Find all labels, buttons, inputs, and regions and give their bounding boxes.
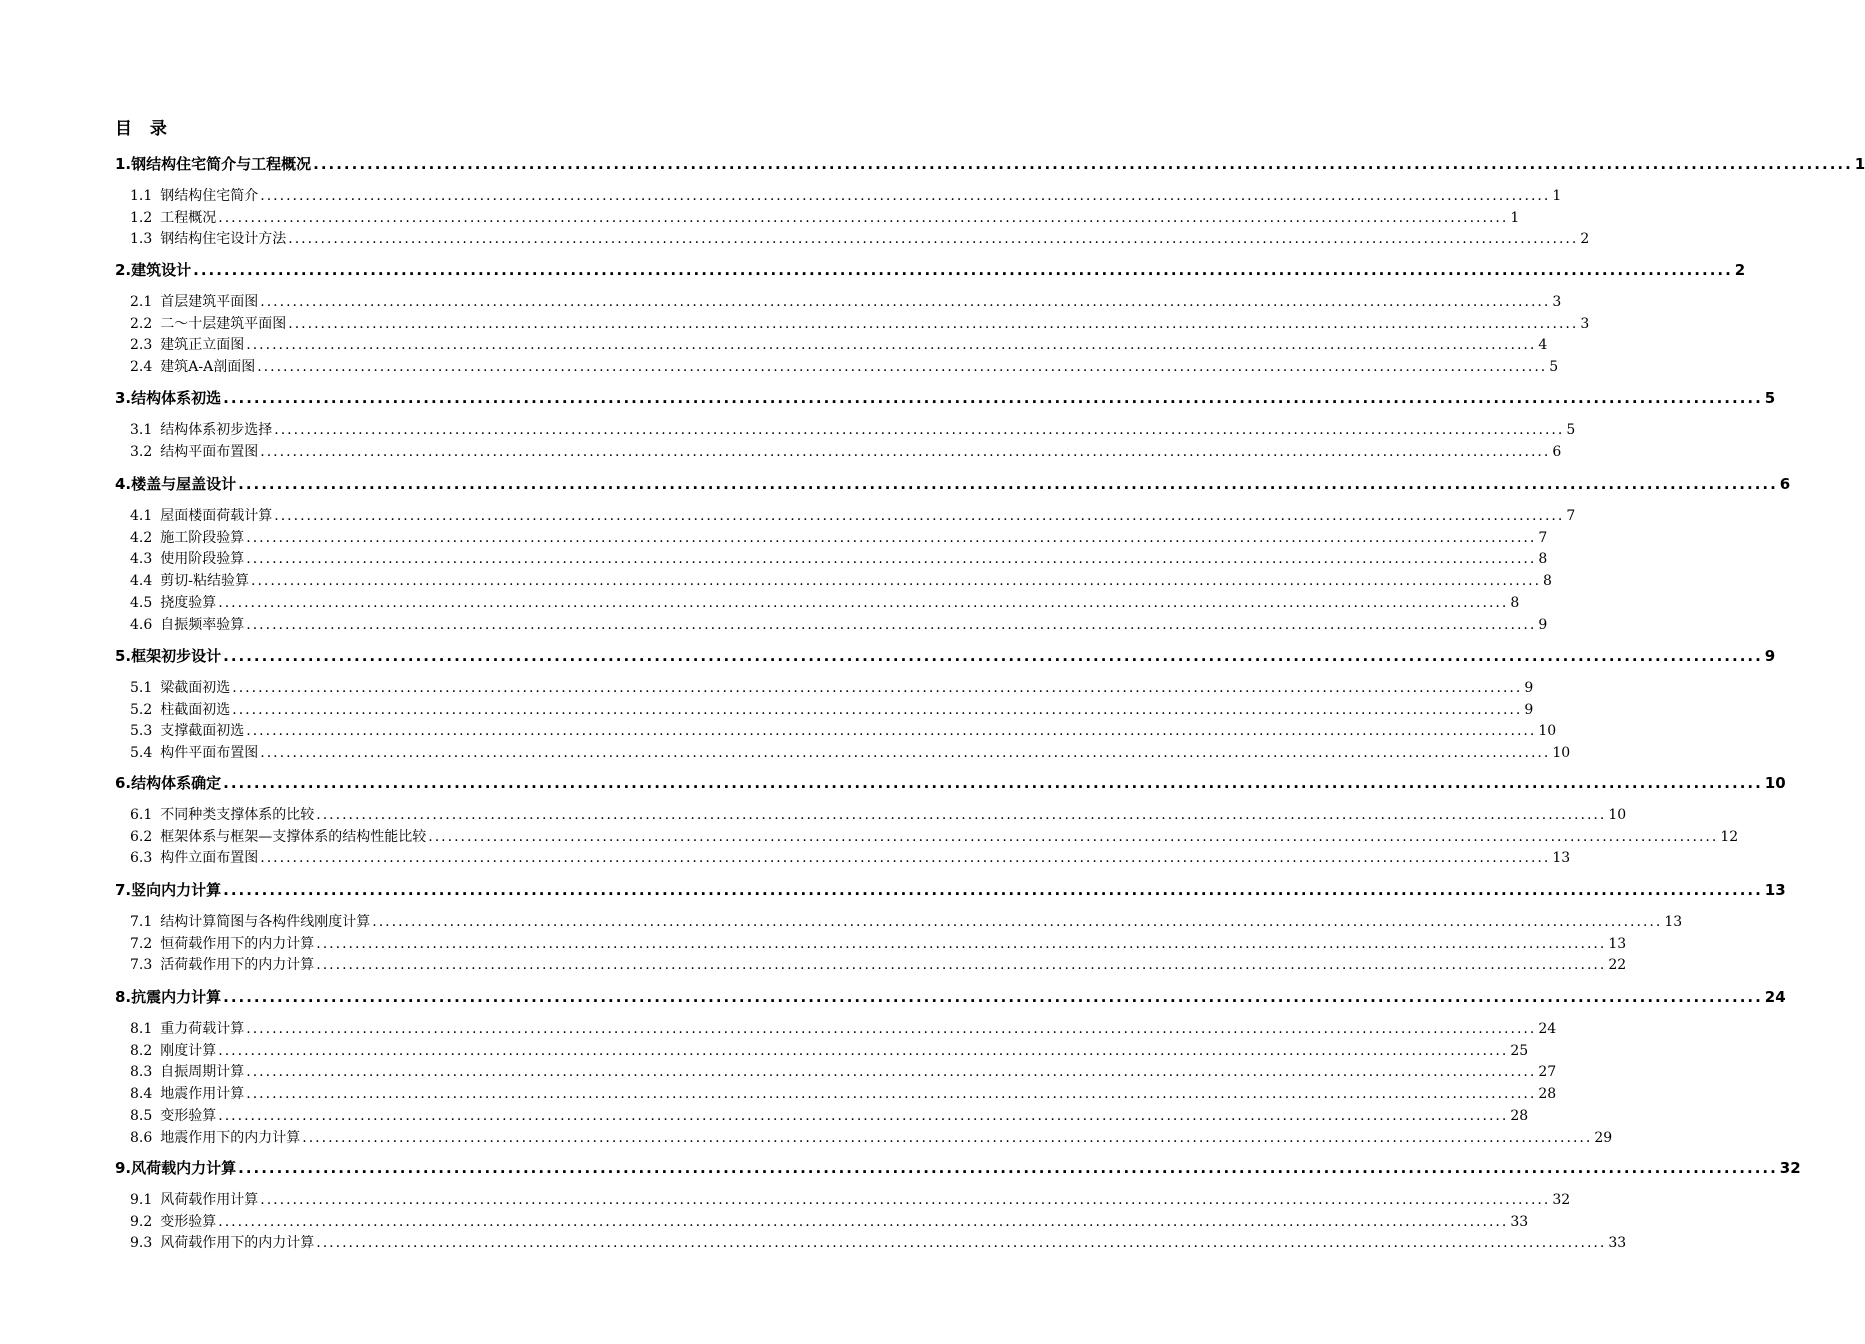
toc-page-number: 13: [1552, 850, 1571, 867]
toc-section-number: 8.2: [130, 1042, 153, 1059]
toc-section-title: 自振频率验算: [160, 616, 245, 633]
toc-section-number: 1.1: [130, 188, 153, 204]
toc-title: 目 录: [115, 119, 169, 139]
toc-section-entry[interactable]: [130, 548, 1548, 568]
toc-section-entry[interactable]: [130, 677, 1534, 697]
toc-chapter-title: 3.结构体系初选: [115, 389, 222, 407]
toc-leader-dots: ........................................................................................................................................................................................................: [232, 701, 1523, 718]
toc-chapter-title: 1.钢结构住宅简介与工程概况: [115, 155, 312, 173]
toc-chapter-entry[interactable]: [115, 259, 1746, 280]
toc-section-title: 构件平面布置图: [160, 745, 259, 762]
toc-leader-dots: ........................................................................................................................................................................................................: [246, 1086, 1537, 1103]
toc-section-title: 施工阶段验算: [160, 529, 245, 546]
toc-section-number: 4.1: [130, 508, 153, 524]
toc-page-number: 2: [1734, 261, 1746, 279]
toc-page-number: 8: [1510, 594, 1520, 611]
toc-leader-dots: ........................................................................................................................................................................................................: [246, 551, 1537, 568]
toc-section-entry[interactable]: [130, 826, 1739, 846]
toc-leader-dots: ........................................................................................................................................................................................................: [218, 1107, 1509, 1124]
toc-leader-dots: ........................................................................................................................................................................................................: [316, 957, 1607, 974]
toc-leader-dots: ........................................................................................................................................................................................................: [238, 475, 1778, 493]
toc-section-title: 结构计算简图与各构件线刚度计算: [160, 914, 371, 930]
toc-leader-dots: ........................................................................................................................................................................................................: [316, 935, 1607, 952]
toc-leader-dots: ........................................................................................................................................................................................................: [238, 1159, 1778, 1177]
toc-page-number: 1: [1552, 188, 1562, 204]
toc-section-number: 7.2: [130, 935, 153, 952]
toc-section-title: 风荷载作用下的内力计算: [160, 1235, 315, 1252]
toc-page-number: 3: [1552, 294, 1562, 310]
toc-section-entry[interactable]: [130, 334, 1548, 354]
toc-section-number: 2.3: [130, 337, 153, 354]
toc-section-title: 屋面楼面荷载计算: [160, 508, 273, 524]
toc-section-number: 2.2: [130, 315, 153, 332]
toc-leader-dots: ........................................................................................................................................................................................................: [260, 745, 1551, 762]
toc-leader-dots: ........................................................................................................................................................................................................: [260, 188, 1551, 204]
toc-section-title: 构件立面布置图: [160, 850, 259, 867]
toc-page-number: 1: [1854, 155, 1865, 173]
toc-section-entry[interactable]: [130, 1040, 1529, 1060]
toc-section-number: 8.5: [130, 1107, 153, 1124]
toc-page-number: 33: [1608, 1235, 1627, 1252]
toc-section-number: 3.1: [130, 422, 153, 438]
toc-leader-dots: ........................................................................................................................................................................................................: [316, 1235, 1607, 1252]
toc-leader-dots: ........................................................................................................................................................................................................: [218, 594, 1509, 611]
toc-chapter-entry[interactable]: [115, 772, 1786, 793]
toc-leader-dots: ........................................................................................................................................................................................................: [260, 1192, 1551, 1208]
toc-section-title: 建筑正立面图: [160, 337, 245, 354]
toc-section-entry[interactable]: [130, 614, 1548, 634]
toc-chapter-title: 9.风荷载内力计算: [115, 1159, 237, 1177]
toc-section-number: 9.1: [130, 1192, 153, 1208]
toc-page-number: 33: [1510, 1213, 1529, 1230]
toc-leader-dots: ........................................................................................................................................................................................................: [288, 231, 1579, 248]
toc-leader-dots: ........................................................................................................................................................................................................: [232, 680, 1523, 696]
toc-page-number: 2: [1580, 231, 1590, 248]
toc-page-number: 10: [1538, 723, 1557, 740]
toc-section-title: 建筑A-A剖面图: [160, 359, 256, 376]
toc-section-title: 剪切-粘结验算: [160, 573, 249, 590]
toc-section-title: 地震作用下的内力计算: [160, 1129, 301, 1146]
toc-chapter-title: 5.框架初步设计: [115, 647, 222, 665]
toc-page-number: 32: [1552, 1192, 1571, 1208]
toc-page-number: 6: [1552, 443, 1562, 460]
toc-section-entry[interactable]: [130, 419, 1576, 439]
toc-leader-dots: ........................................................................................................................................................................................................: [260, 443, 1551, 460]
toc-section-number: 4.6: [130, 616, 153, 633]
toc-section-number: 6.3: [130, 850, 153, 867]
toc-leader-dots: ........................................................................................................................................................................................................: [257, 359, 1548, 376]
toc-page-number: 24: [1764, 988, 1786, 1006]
toc-leader-dots: ........................................................................................................................................................................................................: [246, 616, 1537, 633]
toc-section-number: 8.6: [130, 1129, 153, 1146]
toc-section-entry[interactable]: [130, 185, 1562, 205]
toc-section-number: 5.3: [130, 723, 153, 740]
toc-section-entry[interactable]: [130, 313, 1590, 333]
toc-section-entry[interactable]: [130, 911, 1683, 931]
toc-section-title: 框架体系与框架—支撑体系的结构性能比较: [160, 828, 427, 845]
toc-leader-dots: ........................................................................................................................................................................................................: [260, 850, 1551, 867]
toc-leader-dots: ........................................................................................................................................................................................................: [313, 155, 1853, 173]
toc-section-entry[interactable]: [130, 356, 1559, 376]
toc-page-number: 5: [1566, 422, 1576, 438]
toc-section-number: 6.2: [130, 828, 153, 845]
toc-leader-dots: ........................................................................................................................................................................................................: [223, 774, 1763, 792]
toc-section-title: 梁截面初选: [160, 680, 231, 696]
toc-page-number: 24: [1538, 1021, 1557, 1037]
toc-page-number: 4: [1538, 337, 1548, 354]
toc-section-title: 工程概况: [160, 209, 217, 226]
toc-section-title: 活荷载作用下的内力计算: [160, 957, 315, 974]
toc-section-number: 5.1: [130, 680, 153, 696]
toc-page-number: 10: [1552, 745, 1571, 762]
toc-chapter-title: 2.建筑设计: [115, 261, 192, 279]
toc-section-title: 结构平面布置图: [160, 443, 259, 460]
toc-section-number: 7.1: [130, 914, 153, 930]
toc-section-number: 8.4: [130, 1086, 153, 1103]
toc-section-entry[interactable]: [130, 804, 1627, 824]
toc-leader-dots: ........................................................................................................................................................................................................: [218, 1213, 1509, 1230]
toc-section-entry[interactable]: [130, 570, 1552, 590]
toc-page-number: 7: [1538, 529, 1548, 546]
toc-section-number: 6.1: [130, 807, 153, 823]
toc-section-entry[interactable]: [130, 699, 1534, 719]
toc-page-number: 13: [1764, 881, 1786, 899]
toc-section-title: 恒荷载作用下的内力计算: [160, 935, 315, 952]
toc-page-number: 22: [1608, 957, 1627, 974]
toc-section-number: 4.5: [130, 594, 153, 611]
toc-leader-dots: ........................................................................................................................................................................................................: [372, 914, 1663, 930]
toc-section-entry[interactable]: [130, 505, 1576, 525]
toc-section-title: 变形验算: [160, 1213, 217, 1230]
toc-section-title: 首层建筑平面图: [160, 294, 259, 310]
toc-section-title: 刚度计算: [160, 1042, 217, 1059]
toc-page-number: 9: [1538, 616, 1548, 633]
toc-page-number: 9: [1764, 647, 1776, 665]
toc-leader-dots: ........................................................................................................................................................................................................: [223, 647, 1763, 665]
toc-chapter-entry[interactable]: [115, 1157, 1801, 1178]
toc-section-number: 5.2: [130, 701, 153, 718]
toc-page-number: 25: [1510, 1042, 1529, 1059]
toc-leader-dots: ........................................................................................................................................................................................................: [246, 337, 1537, 354]
toc-leader-dots: ........................................................................................................................................................................................................: [246, 723, 1537, 740]
toc-page-number: 5: [1549, 359, 1559, 376]
toc-section-entry[interactable]: [130, 228, 1590, 248]
toc-section-number: 5.4: [130, 745, 153, 762]
toc-page-number: 9: [1524, 680, 1534, 696]
toc-leader-dots: ........................................................................................................................................................................................................: [223, 389, 1763, 407]
toc-page-number: 13: [1608, 935, 1627, 952]
toc-chapter-entry[interactable]: [115, 645, 1776, 666]
toc-chapter-title: 4.楼盖与屋盖设计: [115, 475, 237, 493]
toc-section-entry[interactable]: [130, 1232, 1627, 1252]
toc-chapter-entry[interactable]: [115, 879, 1786, 900]
toc-section-entry[interactable]: [130, 1211, 1529, 1231]
toc-page-number: 13: [1664, 914, 1683, 930]
toc-section-entry[interactable]: [130, 1127, 1613, 1147]
toc-section-title: 地震作用计算: [160, 1086, 245, 1103]
toc-leader-dots: ........................................................................................................................................................................................................: [251, 573, 1542, 590]
toc-section-number: 4.2: [130, 529, 153, 546]
toc-section-title: 结构体系初步选择: [160, 422, 273, 438]
toc-leader-dots: ........................................................................................................................................................................................................: [193, 261, 1733, 279]
toc-section-entry[interactable]: [130, 742, 1571, 762]
toc-section-title: 钢结构住宅简介: [160, 188, 259, 204]
toc-section-entry[interactable]: [130, 291, 1562, 311]
toc-section-number: 4.4: [130, 573, 153, 590]
toc-section-entry[interactable]: [130, 933, 1627, 953]
toc-leader-dots: ........................................................................................................................................................................................................: [260, 294, 1551, 310]
toc-section-entry[interactable]: [130, 207, 1520, 227]
toc-leader-dots: ........................................................................................................................................................................................................: [218, 209, 1509, 226]
toc-section-entry[interactable]: [130, 720, 1557, 740]
toc-section-number: 4.3: [130, 551, 153, 568]
toc-section-title: 使用阶段验算: [160, 551, 245, 568]
toc-chapter-title: 8.抗震内力计算: [115, 988, 222, 1006]
toc-leader-dots: ........................................................................................................................................................................................................: [288, 315, 1579, 332]
toc-page-number: 8: [1543, 573, 1552, 590]
toc-section-entry[interactable]: [130, 527, 1548, 547]
toc-section-entry[interactable]: [130, 441, 1562, 461]
toc-page-number: 27: [1538, 1064, 1557, 1081]
toc-section-number: 9.3: [130, 1235, 153, 1252]
toc-leader-dots: ........................................................................................................................................................................................................: [223, 881, 1763, 899]
toc-section-entry[interactable]: [130, 847, 1571, 867]
toc-section-title: 二～十层建筑平面图: [160, 315, 287, 332]
toc-page-number: 9: [1524, 701, 1534, 718]
toc-chapter-entry[interactable]: [115, 153, 1865, 174]
toc-section-number: 8.3: [130, 1064, 153, 1081]
toc-section-number: 2.1: [130, 294, 153, 310]
toc-section-number: 8.1: [130, 1021, 153, 1037]
toc-page-number: 32: [1779, 1159, 1801, 1177]
toc-chapter-entry[interactable]: [115, 986, 1786, 1007]
toc-section-title: 自振周期计算: [160, 1064, 245, 1081]
toc-section-number: 1.2: [130, 209, 153, 226]
toc-section-number: 9.2: [130, 1213, 153, 1230]
toc-leader-dots: ........................................................................................................................................................................................................: [302, 1129, 1593, 1146]
toc-leader-dots: ........................................................................................................................................................................................................: [274, 508, 1565, 524]
toc-leader-dots: ........................................................................................................................................................................................................: [246, 1064, 1537, 1081]
toc-page-number: 6: [1779, 475, 1791, 493]
toc-section-title: 钢结构住宅设计方法: [160, 231, 287, 248]
toc-section-title: 风荷载作用计算: [160, 1192, 259, 1208]
toc-leader-dots: ........................................................................................................................................................................................................: [246, 529, 1537, 546]
toc-section-entry[interactable]: [130, 1105, 1529, 1125]
toc-section-title: 不同种类支撑体系的比较: [160, 807, 315, 823]
toc-page-number: 10: [1764, 774, 1786, 792]
toc-leader-dots: ........................................................................................................................................................................................................: [274, 422, 1565, 438]
toc-section-entry[interactable]: [130, 1189, 1571, 1209]
toc-page-number: 12: [1720, 828, 1739, 845]
toc-section-title: 挠度验算: [160, 594, 217, 611]
toc-section-entry[interactable]: [130, 954, 1627, 974]
toc-chapter-entry[interactable]: [115, 387, 1776, 408]
toc-section-title: 重力荷载计算: [160, 1021, 245, 1037]
toc-page-number: 1: [1510, 209, 1520, 226]
toc-leader-dots: ........................................................................................................................................................................................................: [223, 988, 1763, 1006]
toc-section-number: 7.3: [130, 957, 153, 974]
toc-section-title: 支撑截面初选: [160, 723, 245, 740]
toc-section-number: 2.4: [130, 359, 153, 376]
toc-section-title: 柱截面初选: [160, 701, 231, 718]
toc-chapter-title: 7.竖向内力计算: [115, 881, 222, 899]
toc-page-number: 28: [1538, 1086, 1557, 1103]
toc-page-number: 3: [1580, 315, 1590, 332]
toc-page-number: 10: [1608, 807, 1627, 823]
toc-page-number: 5: [1764, 389, 1776, 407]
toc-page-number: 8: [1538, 551, 1548, 568]
toc-page-number: 28: [1510, 1107, 1529, 1124]
toc-section-entry[interactable]: [130, 1083, 1557, 1103]
toc-page-number: 7: [1566, 508, 1576, 524]
toc-section-number: 1.3: [130, 231, 153, 248]
toc-leader-dots: ........................................................................................................................................................................................................: [246, 1021, 1537, 1037]
toc-leader-dots: ........................................................................................................................................................................................................: [316, 807, 1607, 823]
toc-leader-dots: ........................................................................................................................................................................................................: [428, 828, 1719, 845]
toc-section-entry[interactable]: [130, 1018, 1557, 1038]
toc-leader-dots: ........................................................................................................................................................................................................: [218, 1042, 1509, 1059]
toc-page-number: 29: [1594, 1129, 1613, 1146]
toc-chapter-title: 6.结构体系确定: [115, 774, 222, 792]
toc-section-entry[interactable]: [130, 1061, 1557, 1081]
toc-section-title: 变形验算: [160, 1107, 217, 1124]
toc-chapter-entry[interactable]: [115, 473, 1791, 494]
toc-section-entry[interactable]: [130, 592, 1520, 612]
toc-section-number: 3.2: [130, 443, 153, 460]
